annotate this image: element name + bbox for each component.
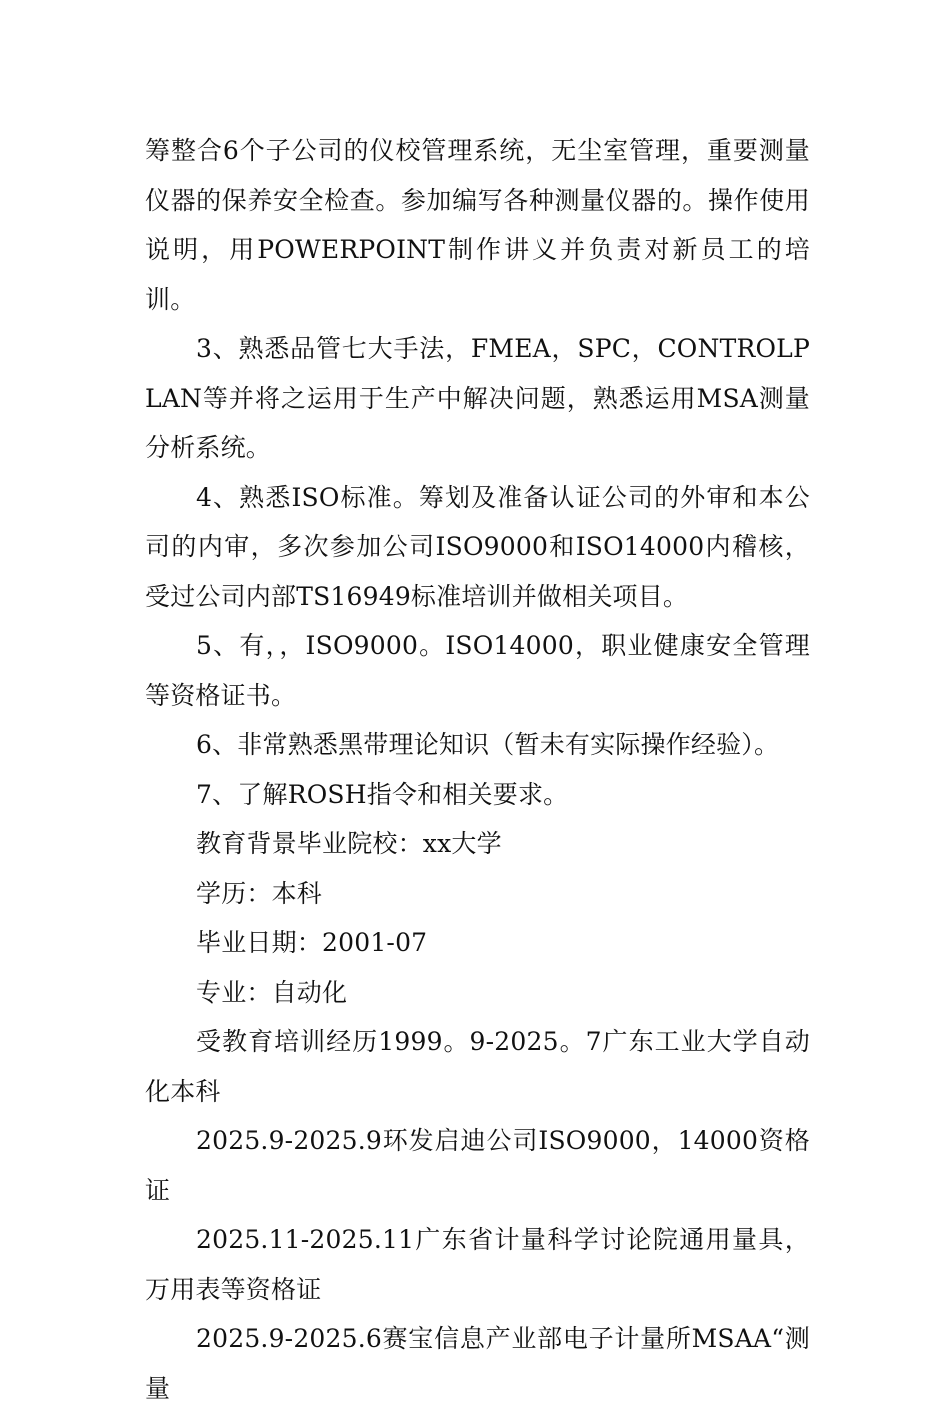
paragraph: 3、熟悉品管七大手法，FMEA，SPC，CONTROLPLAN等并将之运用于生产中解决问题，熟悉运用MSA测量分析系统。 xyxy=(145,334,810,462)
paragraph: 筹整合6个子公司的仪校管理系统，无尘室管理，重要测量仪器的保养安全检查。参加编写各种测量仪器的。操作使用说明，用POWERPOINT制作讲义并负责对新员工的培训。 xyxy=(145,136,810,314)
paragraph: 6、非常熟悉黑带理论知识（暂未有实际操作经验）。 xyxy=(196,730,780,759)
paragraph: 7、了解ROSH指令和相关要求。 xyxy=(196,779,569,809)
paragraph: 毕业日期：2001-07 xyxy=(196,928,428,957)
paragraph: 专业：自动化 xyxy=(196,977,348,1007)
paragraph: 4、熟悉ISO标准。筹划及准备认证公司的外审和本公司的内审，多次参加公司ISO9000和ISO14000内稽核，受过公司内部TS16949标准培训并做相关项目。 xyxy=(145,482,810,611)
paragraph: 受教育培训经历1999。9-2025。7广东工业大学自动化本科 xyxy=(145,1027,810,1106)
paragraph: 2025.11-2025.11广东省计量科学讨论院通用量具，万用表等资格证 xyxy=(145,1225,810,1304)
paragraph: 学历：本科 xyxy=(196,878,323,908)
paragraph: 2025.9-2025.9环发启迪公司ISO9000，14000资格证 xyxy=(145,1126,810,1205)
paragraph: 教育背景毕业院校：xx大学 xyxy=(196,829,502,858)
document-body xyxy=(145,126,810,1413)
paragraph: 2025.9-2025.6赛宝信息产业部电子计量所MSAA“测量 xyxy=(145,1324,810,1403)
paragraph: 5、有，，ISO9000。ISO14000，职业健康安全管理等资格证书。 xyxy=(145,631,810,710)
